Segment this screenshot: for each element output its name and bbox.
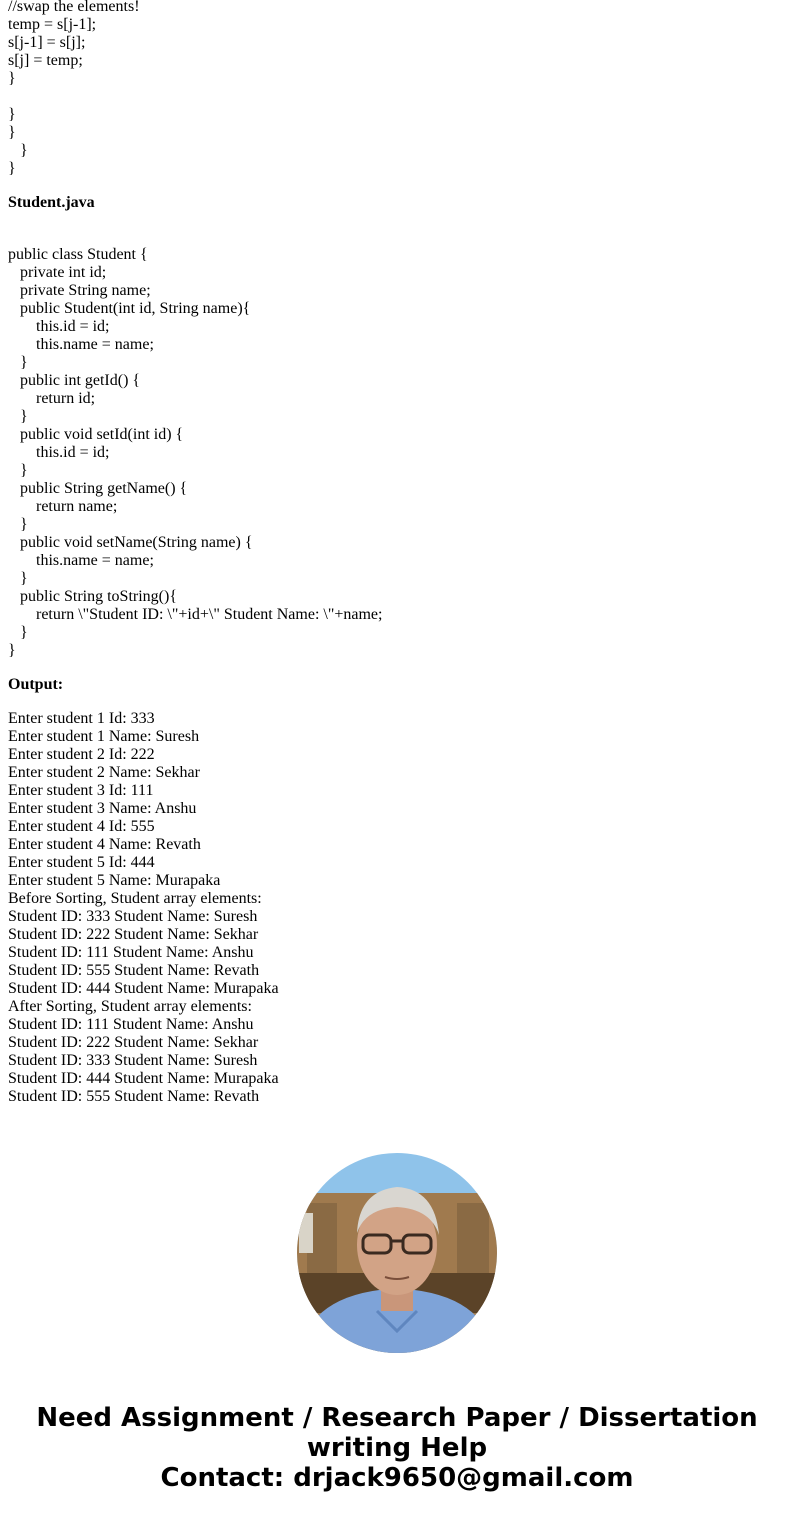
code-line: } <box>8 516 28 533</box>
output-line: Student ID: 444 Student Name: Murapaka <box>8 980 279 997</box>
code-line: } <box>8 642 16 659</box>
code-line: this.name = name; <box>8 552 154 569</box>
code-line: public Student(int id, String name){ <box>8 300 251 317</box>
code-line: private int id; <box>8 264 107 281</box>
code-line: public void setId(int id) { <box>8 426 184 443</box>
code-line: return \"Student ID: \"+id+\" Student Name: \"+name; <box>8 606 383 623</box>
output-line: Enter student 3 Id: 111 <box>8 782 154 799</box>
code-line: public class Student { <box>8 246 148 263</box>
output-line: Before Sorting, Student array elements: <box>8 890 262 907</box>
output-line: Student ID: 333 Student Name: Suresh <box>8 1052 258 1069</box>
code-line: } <box>8 462 28 479</box>
code-line: } <box>8 160 16 177</box>
code-line: this.id = id; <box>8 444 110 461</box>
code-line: this.name = name; <box>8 336 154 353</box>
output-line: Student ID: 111 Student Name: Anshu <box>8 944 254 961</box>
output-line: Enter student 4 Name: Revath <box>8 836 201 853</box>
output-line: Student ID: 222 Student Name: Sekhar <box>8 926 259 943</box>
output-line: Enter student 3 Name: Anshu <box>8 800 197 817</box>
output-line: Enter student 4 Id: 555 <box>8 818 155 835</box>
output-line: Student ID: 444 Student Name: Murapaka <box>8 1070 279 1087</box>
code-line: public int getId() { <box>8 372 141 389</box>
output-line: Student ID: 555 Student Name: Revath <box>8 962 260 979</box>
code-line: private String name; <box>8 282 151 299</box>
code-line: } <box>8 408 28 425</box>
code-line <box>8 88 788 106</box>
footer-contact <box>0 1403 794 1493</box>
document-body <box>8 0 788 1106</box>
output-line: Enter student 5 Name: Murapaka <box>8 872 221 889</box>
footer-line: Need Assignment / Research Paper / Dissertation <box>36 1403 758 1433</box>
code-line: s[j] = temp; <box>8 52 83 69</box>
code-tail-block <box>8 0 788 178</box>
output-line: Enter student 2 Name: Sekhar <box>8 764 200 781</box>
code-line: s[j-1] = s[j]; <box>8 34 86 51</box>
code-line: } <box>8 142 28 159</box>
code-line: public void setName(String name) { <box>8 534 253 551</box>
author-photo-icon <box>297 1153 497 1353</box>
output-line: Enter student 1 Id: 333 <box>8 710 155 727</box>
output-line: After Sorting, Student array elements: <box>8 998 252 1015</box>
code-line: } <box>8 570 28 587</box>
output-line: Enter student 1 Name: Suresh <box>8 728 200 745</box>
output-line: Student ID: 333 Student Name: Suresh <box>8 908 258 925</box>
code-line: } <box>8 124 16 141</box>
code-line: } <box>8 354 28 371</box>
output-block <box>8 710 788 1106</box>
student-code-block <box>8 246 788 660</box>
output-heading: Output: <box>8 676 64 693</box>
footer-contact-line: Contact: drjack9650@gmail.com <box>160 1463 634 1493</box>
code-line: } <box>8 106 16 123</box>
output-line: Enter student 2 Id: 222 <box>8 746 155 763</box>
code-line: temp = s[j-1]; <box>8 16 97 33</box>
code-line: this.id = id; <box>8 318 110 335</box>
code-line: return id; <box>8 390 96 407</box>
code-line: public String toString(){ <box>8 588 178 605</box>
code-line: //swap the elements! <box>8 0 140 15</box>
output-line: Student ID: 111 Student Name: Anshu <box>8 1016 254 1033</box>
code-line: } <box>8 70 16 87</box>
footer-line: writing Help <box>306 1433 488 1463</box>
student-java-heading: Student.java <box>8 194 95 211</box>
output-line: Enter student 5 Id: 444 <box>8 854 155 871</box>
output-line: Student ID: 555 Student Name: Revath <box>8 1088 260 1105</box>
output-line: Student ID: 222 Student Name: Sekhar <box>8 1034 259 1051</box>
code-line: } <box>8 624 28 641</box>
code-line: return name; <box>8 498 118 515</box>
code-line: public String getName() { <box>8 480 188 497</box>
